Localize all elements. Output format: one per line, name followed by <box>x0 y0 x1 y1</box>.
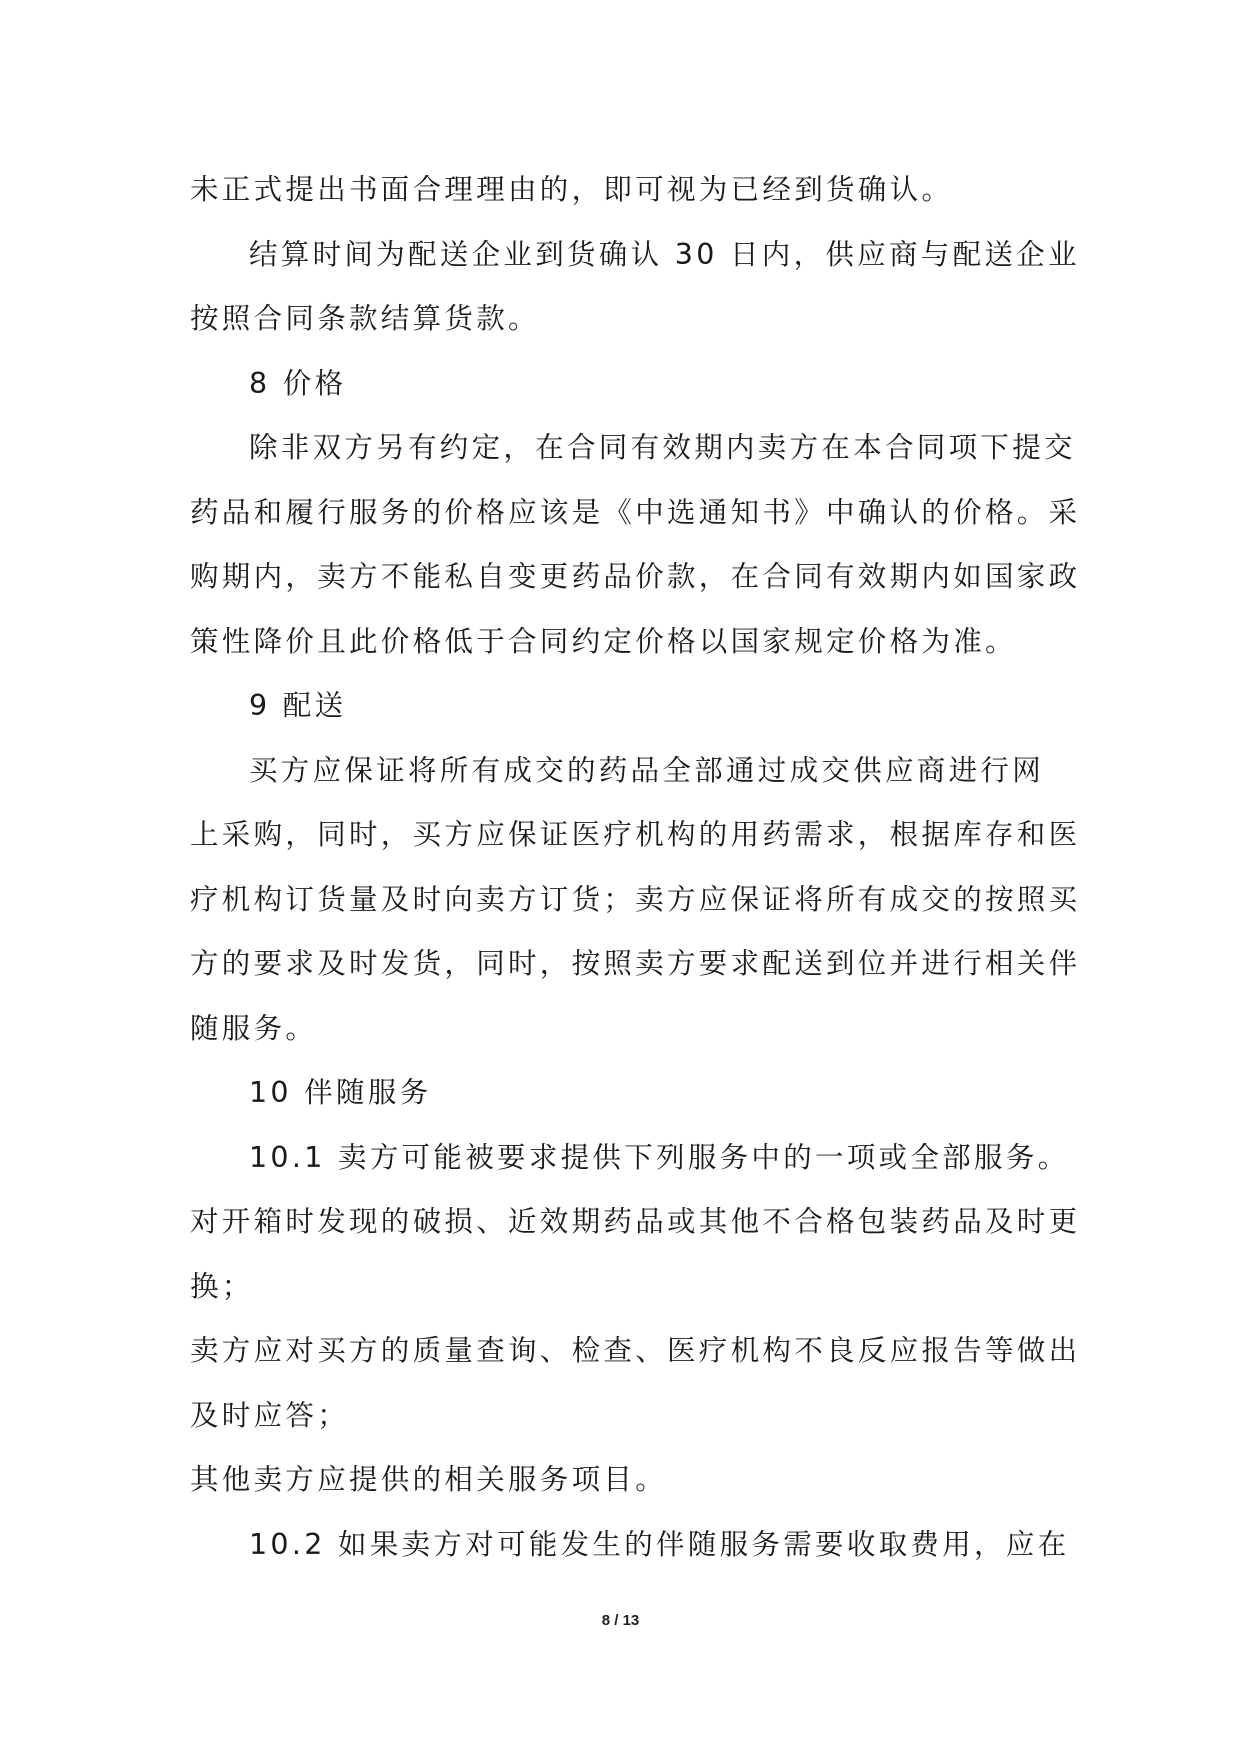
text-line: 及时应答； <box>190 1398 350 1432</box>
text-line: 策性降价且此价格低于合同约定价格以国家规定价格为准。 <box>190 624 1017 658</box>
text-line: 10.1 卖方可能被要求提供下列服务中的一项或全部服务。 <box>249 1140 1070 1174</box>
text-line: 方的要求及时发货，同时，按照卖方要求配送到位并进行相关伴 <box>190 947 1081 980</box>
page-number: 8 / 13 <box>601 1612 640 1629</box>
text-line: 除非双方另有约定，在合同有效期内卖方在本合同项下提交 <box>249 431 1076 464</box>
text-line: 按照合同条款结算货款。 <box>190 302 540 335</box>
text-line: 未正式提出书面合理理由的，即可视为已经到货确认。 <box>190 173 954 206</box>
section-heading: 10 伴随服务 <box>249 1076 432 1109</box>
text-line: 购期内，卖方不能私自变更药品价款，在合同有效期内如国家政 <box>190 560 1081 593</box>
document-body <box>190 158 1081 1577</box>
text-line: 10.2 如果卖方对可能发生的伴随服务需要收取费用，应在 <box>249 1527 1070 1561</box>
section-heading: 9 配送 <box>249 689 347 722</box>
text-line: 随服务。 <box>190 1011 318 1045</box>
text-line: 疗机构订货量及时向卖方订货；卖方应保证将所有成交的按照买 <box>190 882 1081 916</box>
text-line: 结算时间为配送企业到货确认 30 日内，供应商与配送企业 <box>249 237 1080 271</box>
text-line: 其他卖方应提供的相关服务项目。 <box>190 1463 668 1496</box>
text-line: 对开箱时发现的破损、近效期药品或其他不合格包装药品及时更 <box>190 1205 1081 1238</box>
text-line: 买方应保证将所有成交的药品全部通过成交供应商进行网 <box>249 753 1045 787</box>
text-line: 换； <box>190 1269 254 1303</box>
section-heading: 8 价格 <box>249 366 347 400</box>
text-line: 上采购，同时，买方应保证医疗机构的用药需求，根据库存和医 <box>190 818 1081 851</box>
text-line: 卖方应对买方的质量查询、检查、医疗机构不良反应报告等做出 <box>190 1334 1081 1367</box>
text-line: 药品和履行服务的价格应该是《中选通知书》中确认的价格。采 <box>190 495 1081 529</box>
